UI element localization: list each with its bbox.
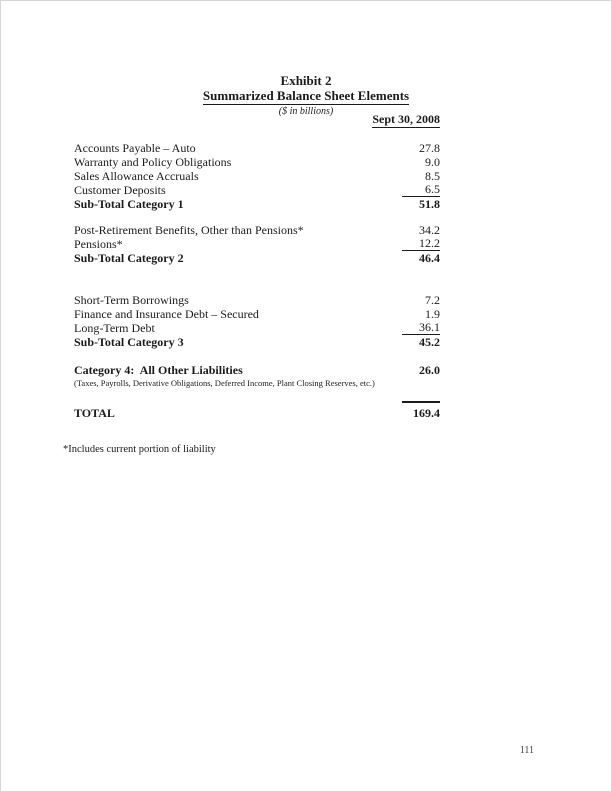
document-title <box>1 89 611 105</box>
value-cell: 34.2 <box>419 223 440 237</box>
value-cell: 9.0 <box>425 155 440 169</box>
table-row <box>74 141 440 155</box>
row-label: Category 4: All Other Liabilities <box>74 363 243 377</box>
value-cell: 36.1 <box>402 320 440 335</box>
table-row <box>74 169 440 183</box>
value-cell: 169.4 <box>402 401 440 420</box>
table-row <box>74 321 440 335</box>
balance-sheet-table <box>74 113 440 420</box>
row-label: Sub-Total Category 3 <box>74 335 184 349</box>
value-cell: 46.4 <box>419 251 440 265</box>
table-row <box>74 183 440 197</box>
row-label: Sales Allowance Accruals <box>74 169 199 183</box>
table-row <box>74 363 440 377</box>
value-cell: 45.2 <box>419 335 440 349</box>
value-cell: 26.0 <box>419 363 440 377</box>
row-label: Sub-Total Category 2 <box>74 251 184 265</box>
table-row <box>74 293 440 307</box>
section-category-3 <box>74 293 440 349</box>
row-label: Accounts Payable – Auto <box>74 141 196 155</box>
category-4-detail: (Taxes, Payrolls, Derivative Obligations, Deferred Income, Plant Closing Reserves, etc.) <box>74 378 375 388</box>
value-cell: 12.2 <box>402 236 440 251</box>
footnote: *Includes current portion of liability <box>63 444 216 455</box>
subtotal-row <box>74 335 440 349</box>
row-label: Sub-Total Category 1 <box>74 197 184 211</box>
row-label: Long-Term Debt <box>74 321 155 335</box>
section-total <box>74 399 440 420</box>
table-row <box>74 307 440 321</box>
row-label: Short-Term Borrowings <box>74 293 189 307</box>
section-category-1 <box>74 141 440 211</box>
value-cell: 7.2 <box>425 293 440 307</box>
row-label: Warranty and Policy Obligations <box>74 155 232 169</box>
row-label: Pensions* <box>74 237 123 251</box>
value-cell: 51.8 <box>419 197 440 211</box>
total-row <box>74 399 440 420</box>
table-row <box>74 155 440 169</box>
table-row <box>74 237 440 251</box>
table-row <box>74 223 440 237</box>
document-title-text: Summarized Balance Sheet Elements <box>202 88 410 103</box>
value-cell: 1.9 <box>425 307 440 321</box>
subtotal-row <box>74 251 440 265</box>
page-number: 111 <box>519 745 534 756</box>
row-label: TOTAL <box>74 406 115 420</box>
column-header-date: Sept 30, 2008 <box>372 112 440 126</box>
column-header-row <box>74 113 440 127</box>
row-label: Customer Deposits <box>74 183 166 197</box>
row-label: Post-Retirement Benefits, Other than Pensions* <box>74 223 304 237</box>
units-note: ($ in billions) <box>278 106 334 117</box>
subtotal-row <box>74 197 440 211</box>
section-category-2 <box>74 223 440 265</box>
value-cell: 8.5 <box>425 169 440 183</box>
row-label: Finance and Insurance Debt – Secured <box>74 307 259 321</box>
heading-block <box>1 73 611 118</box>
value-cell: 6.5 <box>402 182 440 197</box>
exhibit-label: Exhibit 2 <box>280 73 332 88</box>
section-category-4 <box>74 363 440 389</box>
value-cell: 27.8 <box>419 141 440 155</box>
